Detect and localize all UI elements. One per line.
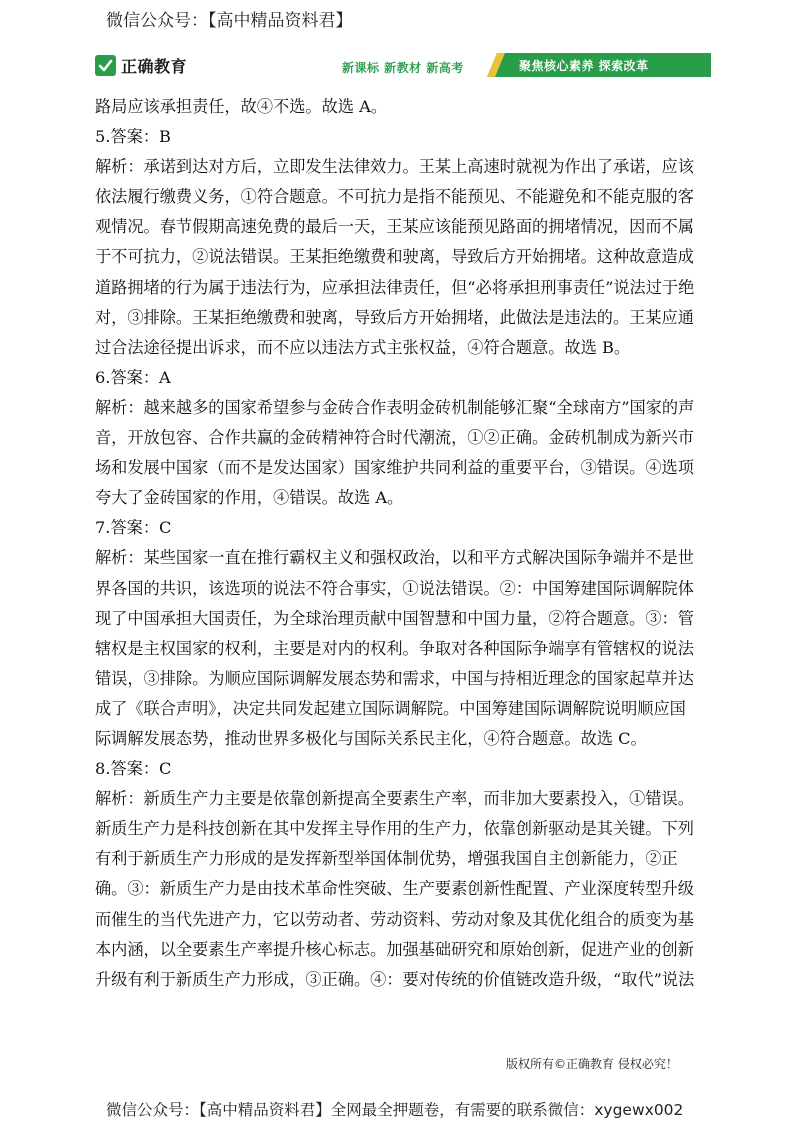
text-line: 音，开放包容、合作共赢的金砖精神符合时代潮流，①②正确。金砖机制成为新兴市 — [95, 428, 694, 448]
text-line: 于不可抗力，②说法错误。王某拒绝缴费和驶离，导致后方开始拥堵。这种故意造成 — [95, 247, 694, 267]
text-line: 升级有利于新质生产力形成，③正确。④：要对传统的价值链改造升级，“取代”说法 — [95, 969, 695, 989]
text-line: 新质生产力是科技创新在其中发挥主导作用的生产力，依靠创新驱动是其关键。下列 — [95, 819, 694, 839]
text-line: 依法履行缴费义务，①符合题意。不可抗力是指不能预见、不能避免和不能克服的客 — [95, 187, 694, 207]
text-line: 8.答案：C — [95, 759, 172, 779]
text-line: 而催生的当代先进产力，它以劳动者、劳动资料、劳动对象及其优化组合的质变为基 — [95, 909, 694, 929]
text-line: 确。③：新质生产力是由技术革命性突破、生产要素创新性配置、产业深度转型升级 — [95, 879, 694, 899]
text-line: 解析：某些国家一直在推行霸权主义和强权政治，以和平方式解决国际争端并不是世 — [95, 548, 694, 568]
watermark-top: 微信公众号：【高中精品资料君】 — [106, 11, 353, 31]
text-line: 界各国的共识，该选项的说法不符合事实，①说法错误。②：中国筹建国际调解院体 — [95, 578, 694, 598]
text-line: 观情况。春节假期高速免费的最后一天，王某应该能预见路面的拥堵情况，因而不属 — [95, 217, 694, 237]
text-line: 解析：新质生产力主要是依靠创新提高全要素生产率，而非加大要素投入，①错误。 — [95, 789, 694, 809]
text-line: 际调解发展态势，推动世界多极化与国际关系民主化，④符合题意。故选 C。 — [95, 728, 647, 748]
text-line: 本内涵，以全要素生产率提升核心标志。加强基础研究和原始创新，促进产业的创新 — [95, 939, 694, 959]
text-line: 过合法途径提出诉求，而不应以违法方式主张权益，④符合题意。故选 B。 — [95, 337, 631, 357]
text-line: 错误，③排除。为顺应国际调解发展态势和需求，中国与持相近理念的国家起草并达 — [95, 668, 694, 688]
document-body — [95, 92, 707, 995]
text-line: 道路拥堵的行为属于违法行为，应承担法律责任，但“必将承担刑事责任”说法过于绝 — [95, 277, 695, 297]
text-line: 有利于新质生产力形成的是发挥新型举国体制优势，增强我国自主创新能力，②正 — [95, 849, 678, 869]
page-header — [95, 52, 705, 84]
text-line: 辖权是主权国家的权利，主要是对内的权利。争取对各种国际争端享有管辖权的说法 — [95, 638, 694, 658]
logo-text: 正确教育 — [121, 57, 188, 76]
checkmark-icon — [95, 55, 116, 76]
slogan-right: 聚焦核心素养 探索改革 — [519, 59, 649, 73]
text-line: 夸大了金砖国家的作用，④错误。故选 A。 — [95, 488, 404, 508]
text-line: 解析：越来越多的国家希望参与金砖合作表明金砖机制能够汇聚“全球南方”国家的声 — [95, 397, 695, 417]
text-line: 现了中国承担大国责任，为全球治理贡献中国智慧和中国力量，②符合题意。③：管 — [95, 608, 694, 628]
slogan-banner — [487, 53, 711, 77]
text-line: 场和发展中国家（而不是发达国家）国家维护共同利益的重要平台，③错误。④选项 — [95, 458, 694, 478]
text-line: 对，③排除。王某拒绝缴费和驶离，导致后方开始拥堵，此做法是违法的。王某应通 — [95, 307, 694, 327]
copyright-notice: 版权所有©正确教育 侵权必究！ — [506, 1057, 678, 1071]
text-line: 成了《联合声明》，决定共同发起建立国际调解院。中国筹建国际调解院说明顺应国 — [95, 698, 686, 718]
text-line: 5.答案：B — [95, 127, 171, 147]
logo — [95, 54, 187, 77]
text-line: 路局应该承担责任，故④不选。故选 A。 — [95, 97, 388, 116]
slogan-left: 新课标 新教材 新高考 — [342, 61, 464, 75]
text-line: 7.答案：C — [95, 518, 172, 538]
watermark-bottom: 微信公众号：【高中精品资料君】全网最全押题卷，有需要的联系微信：xygewx002 — [106, 1101, 684, 1119]
text-line: 解析：承诺到达对方后，立即发生法律效力。王某上高速时就视为作出了承诺，应该 — [95, 157, 694, 177]
text-line: 6.答案：A — [95, 367, 171, 387]
